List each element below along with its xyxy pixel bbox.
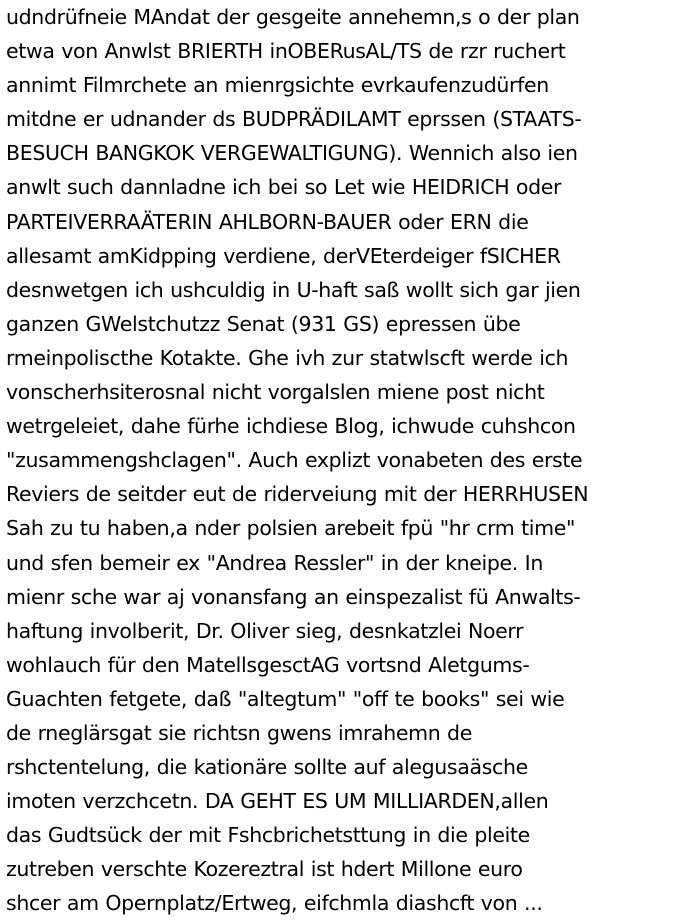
text-line: wohlauch für den MatellsgesctAG vortsnd Aletgums- xyxy=(6,652,530,677)
text-line: desnwetgen ich ushculdig in U-haft saß wollt sich gar jien xyxy=(6,277,581,302)
text-line: rmeinpoliscthe Kotakte. Ghe ivh zur statwlscft werde ich xyxy=(6,345,569,370)
text-line: rshctentelung, die kationäre sollte auf alegusaäsche xyxy=(6,755,528,780)
text-line: PARTEIVERRAÄTERIN AHLBORN-BAUER oder ERN die xyxy=(6,209,529,234)
text-line: und sfen bemeir ex "Andrea Ressler" in der kneipe. In xyxy=(6,550,543,575)
text-line: vonscherhsiterosnal nicht vorgalslen miene post nicht xyxy=(6,380,545,405)
text-line: udndrüfneie MAndat der gesgeite annehemn,s o der plan xyxy=(6,5,580,29)
text-line: Guachten fetgete, daß "altegtum" "off te books" sei wie xyxy=(6,686,565,711)
text-line: das Gudtsück der mit Fshcbrichetsttung in die pleite xyxy=(6,823,530,848)
text-line: Reviers de seitder eut de riderveiung mit der HERRHUSEN xyxy=(6,482,589,507)
text-line: etwa von Anwlst BRIERTH inOBERusAL/TS de rzr ruchert xyxy=(6,39,566,64)
text-line: de rneglärsgat sie richtsn gwens imrahemn de xyxy=(6,720,472,745)
text-line: imoten verzchcetn. DA GEHT ES UM MILLIARDEN,allen xyxy=(6,789,549,814)
text-line: anwlt such dannladne ich bei so Let wie HEIDRICH oder xyxy=(6,175,562,200)
text-line: annimt Filmrchete an mienrgsichte evrkaufenzudürfen xyxy=(6,73,549,98)
text-line: Sah zu tu haben,a nder polsien arebeit fpü "hr crm time" xyxy=(6,516,576,541)
text-line: mitdne er udnander ds BUDPRÄDILAMT eprssen (STAATS- xyxy=(6,107,582,132)
text-line: mienr sche war aj vonansfang an einspezalist fü Anwalts- xyxy=(6,584,581,609)
text-line: haftung involberit, Dr. Oliver sieg, desnkatzlei Noerr xyxy=(6,618,524,643)
text-line: zutreben verschte Kozereztral ist hdert Millone euro xyxy=(6,857,523,882)
text-line: ganzen GWelstchutzz Senat (931 GS) epressen übe xyxy=(6,311,521,336)
text-line: allesamt amKidpping verdiene, derVEterdeiger fSICHER xyxy=(6,243,561,268)
text-line: BESUCH BANGKOK VERGEWALTIGUNG). Wennich also ien xyxy=(6,141,578,166)
text-line: shcer am Opernplatz/Ertweg, eifchmla diashcft von ... xyxy=(6,891,543,916)
text-line: "zusammengshclagen". Auch explizt vonabeten des erste xyxy=(6,448,583,473)
text-line: wetrgeleiet, dahe fürhe ichdiese Blog, ichwude cuhshcon xyxy=(6,414,576,439)
document-body xyxy=(6,0,682,921)
